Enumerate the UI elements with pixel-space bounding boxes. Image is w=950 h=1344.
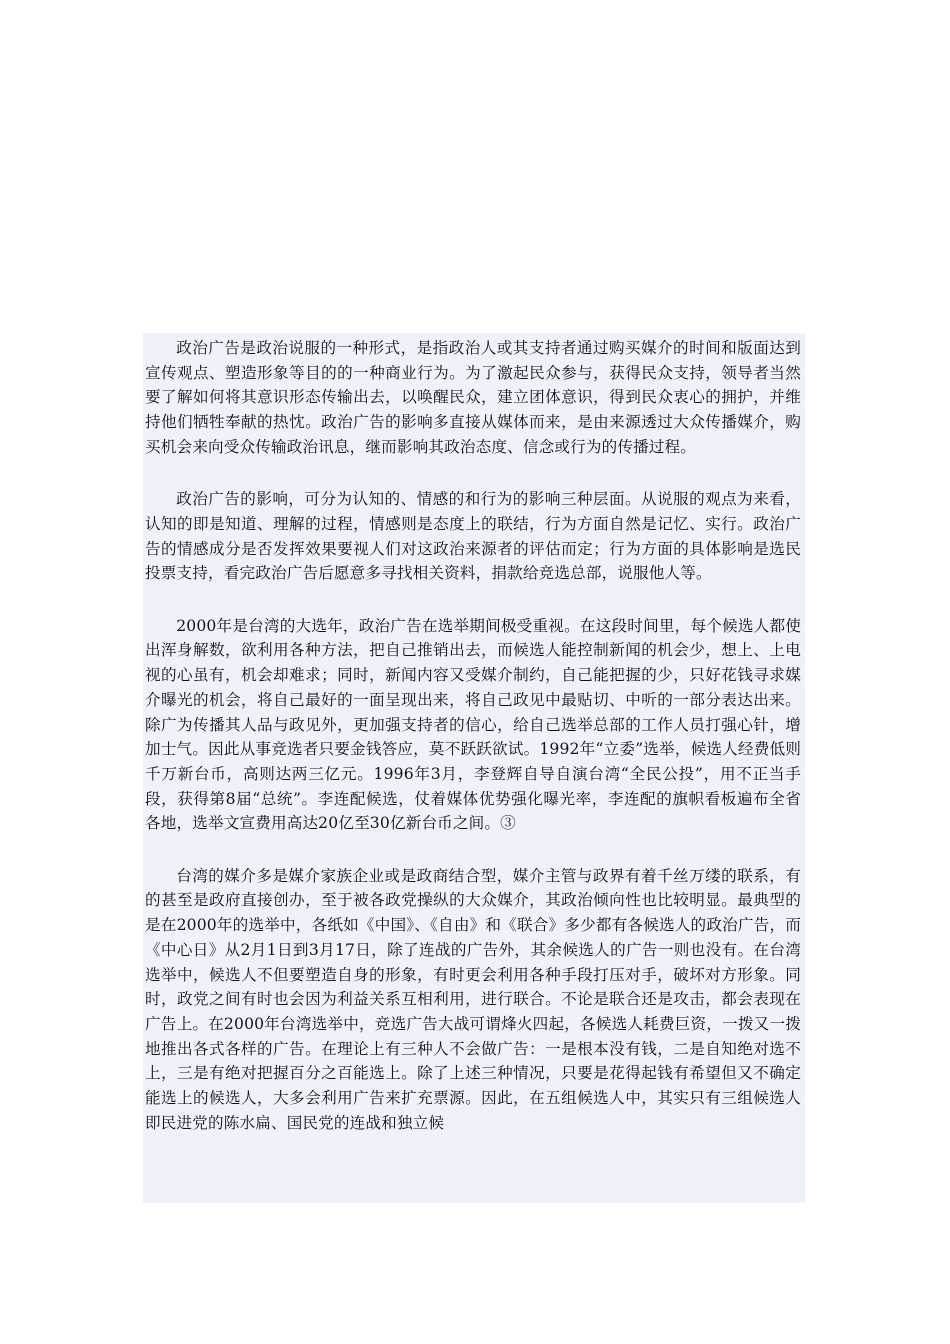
text-block (143, 333, 805, 1203)
paragraph-3: 2000年是台湾的大选年，政治广告在选举期间极受重视。在这段时间里，每个候选人都使出浑身解数，欲利用各种方法，把自己推销出去，而候选人能控制新闻的机会少，想上、上电视的心虽有，机会却难求；同时，新闻内容又受媒介制约，自己能把握的少，只好花钱寻求媒介曝光的机会，将自己最好的一面呈现出来，将自己政见中最贴切、中听的一部分表达出来。除广为传播其人品与政见外，更加强支持者的信心，给自己选举总部的工作人员打强心针，增加士气。因此从事竞选者只要金钱答应，莫不跃跃欲试。1992年“立委”选举，候选人经费低则千万新台币，高则达两三亿元。1996年3月，李登辉自导自演台湾“全民公投”，用不正当手段，获得第8届“总统”。李连配候选，仗着媒体优势强化曝光率，李连配的旗帜看板遍布全省各地，选举文宣费用高达20亿至30亿新台币之间。③ (145, 616, 801, 833)
paragraph-1: 政治广告是政治说服的一种形式，是指政治人或其支持者通过购买媒介的时间和版面达到宣传观点、塑造形象等目的的一种商业行为。为了激起民众参与，获得民众支持，领导者当然要了解如何将其意识形态传输出去，以唤醒民众，建立团体意识，得到民众衷心的拥护，并维持他们牺牲奉献的热忱。政治广告的影响多直接从媒体而来，是由来源透过大众传播媒介，购买机会来向受众传输政治讯息，继而影响其政治态度、信念或行为的传播过程。 (145, 339, 801, 456)
paragraph-2: 政治广告的影响，可分为认知的、情感的和行为的影响三种层面。从说服的观点为来看，认知的即是知道、理解的过程，情感则是态度上的联结，行为方面自然是记忆、实行。政治广告的情感成分是否发挥效果要视人们对这政治来源者的评估而定；行为方面的具体影响是选民投票支持，看完政治广告后愿意多寻找相关资料，捐款给竞选总部，说服他人等。 (145, 490, 801, 583)
paragraph-4: 台湾的媒介多是媒介家族企业或是政商结合型，媒介主管与政界有着千丝万缕的联系，有的甚至是政府直接创办，至于被各政党操纵的大众媒介，其政治倾向性也比较明显。最典型的是在2000年的选举中，各纸如《中国》、《自由》和《联合》多少都有各候选人的政治广告，而《中心日》从2月1日到3月17日，除了连战的广告外，其余候选人的广告一则也没有。在台湾选举中，候选人不但要塑造自身的形象，有时更会利用各种手段打压对手，破坏对方形象。同时，政党之间有时也会因为利益关系互相利用，进行联合。不论是联合还是攻击，都会表现在广告上。在2000年台湾选举中，竞选广告大战可谓烽火四起，各候选人耗费巨资，一拨又一拨地推出各式各样的广告。在理论上有三种人不会做广告：一是根本没有钱，二是自知绝对选不上，三是有绝对把握百分之百能选上。除了上述三种情况，只要是花得起钱有希望但又不确定能选上的候选人，大多会利用广告来扩充票源。因此，在五组候选人中，其实只有三组候选人即民进党的陈水扁、国民党的连战和独立候 (145, 866, 801, 1132)
